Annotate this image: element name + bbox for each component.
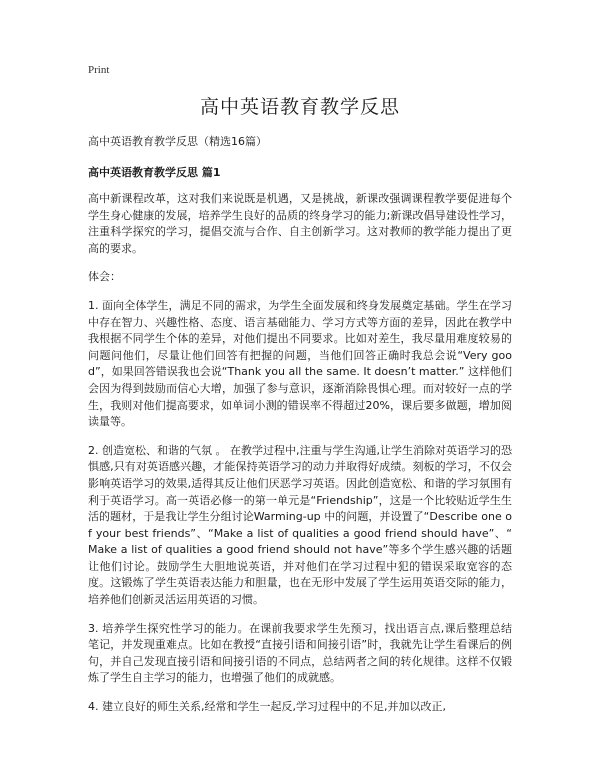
paragraph-experience-label: 体会： [88,270,121,284]
section-heading: 高中英语教育教学反思 篇1 [88,166,221,179]
paragraph-point-2: 2. 创造宽松、和谐的气氛 。 在教学过程中,注重与学生沟通,让学生消除对英语学习的恐惧感,只有对英语感兴趣，才能保持英语学习的动力并取得好成绩。刻板的学习，不仅会影响英语学习的效果,适得其反让他们厌恶学习英语。因此创造宽松、和谐的学习氛围有利于英语学习。高一英语必修一的第一单元是“Friendship”，这是一个比较贴近学生生活的题材，于是我让学生分组讨论Warming-up 中的问题，并设置了“Describe one of your best friends”、“Make a list of qualities a good friend should have”、“ Make a list of qualities a good friend should not have”等多个学生感兴趣的话题让他们讨论。鼓励学生大胆地说英语，并对他们在学习过程中犯的错误采取宽容的态度。这锻炼了学生英语表达能力和胆量，也在无形中发展了学生运用英语交际的能力，培养他们创新灵活运用英语的习惯。 [88,443,512,607]
document-title: 高中英语教育教学反思 [199,96,400,118]
document-subtitle: 高中英语教育教学反思（精选16篇） [88,135,267,148]
paragraph-point-4: 4. 建立良好的师生关系,经常和学生一起反,学习过程中的不足,并加以改正, [88,700,446,714]
paragraph-point-1: 1. 面向全体学生，满足不同的需求，为学生全面发展和终身发展奠定基础。学生在学习中存在智力、兴趣性格、态度、语言基础能力、学习方式等方面的差异，因此在教学中我根据不同学生个体的差异，对他们提出不同要求。比如对差生，我尽量用难度较易的问题问他们，尽量让他们回答有把握的问题，当他们回答正确时我总会说“Very good”，如果回答错误我也会说“Thank you all the same. It doesn’t matter.” 这样他们会因为得到鼓励而信心大增，加强了参与意识，逐渐消除畏惧心理。而对较好一点的学生，我则对他们提高要求，如单词小测的错误率不得超过20%，课后要多做题，增加阅读量等。 [88,298,512,429]
paragraph-intro: 高中新课程改革，这对我们来说既是机遇，又是挑战，新课改强调课程教学要促进每个学生身心健康的发展，培养学生良好的品质的终身学习的能力;新课改倡导建设性学习，注重科学探究的学习，提倡交流与合作、自主创新学习。这对教师的教学能力提出了更高的要求。 [88,192,513,255]
paragraph-point-3: 3. 培养学生探究性学习的能力。在课前我要求学生先预习，找出语言点,课后整理总结笔记，并发现重难点。比如在教授“直接引语和间接引语”时，我就先让学生看课后的例句，并自己发现直接引语和间接引语的不同点，总结两者之间的转化规律。这样不仅锻炼了学生自主学习的能力，也增强了他们的成就感。 [88,621,512,685]
print-label[interactable]: Print [88,64,110,76]
